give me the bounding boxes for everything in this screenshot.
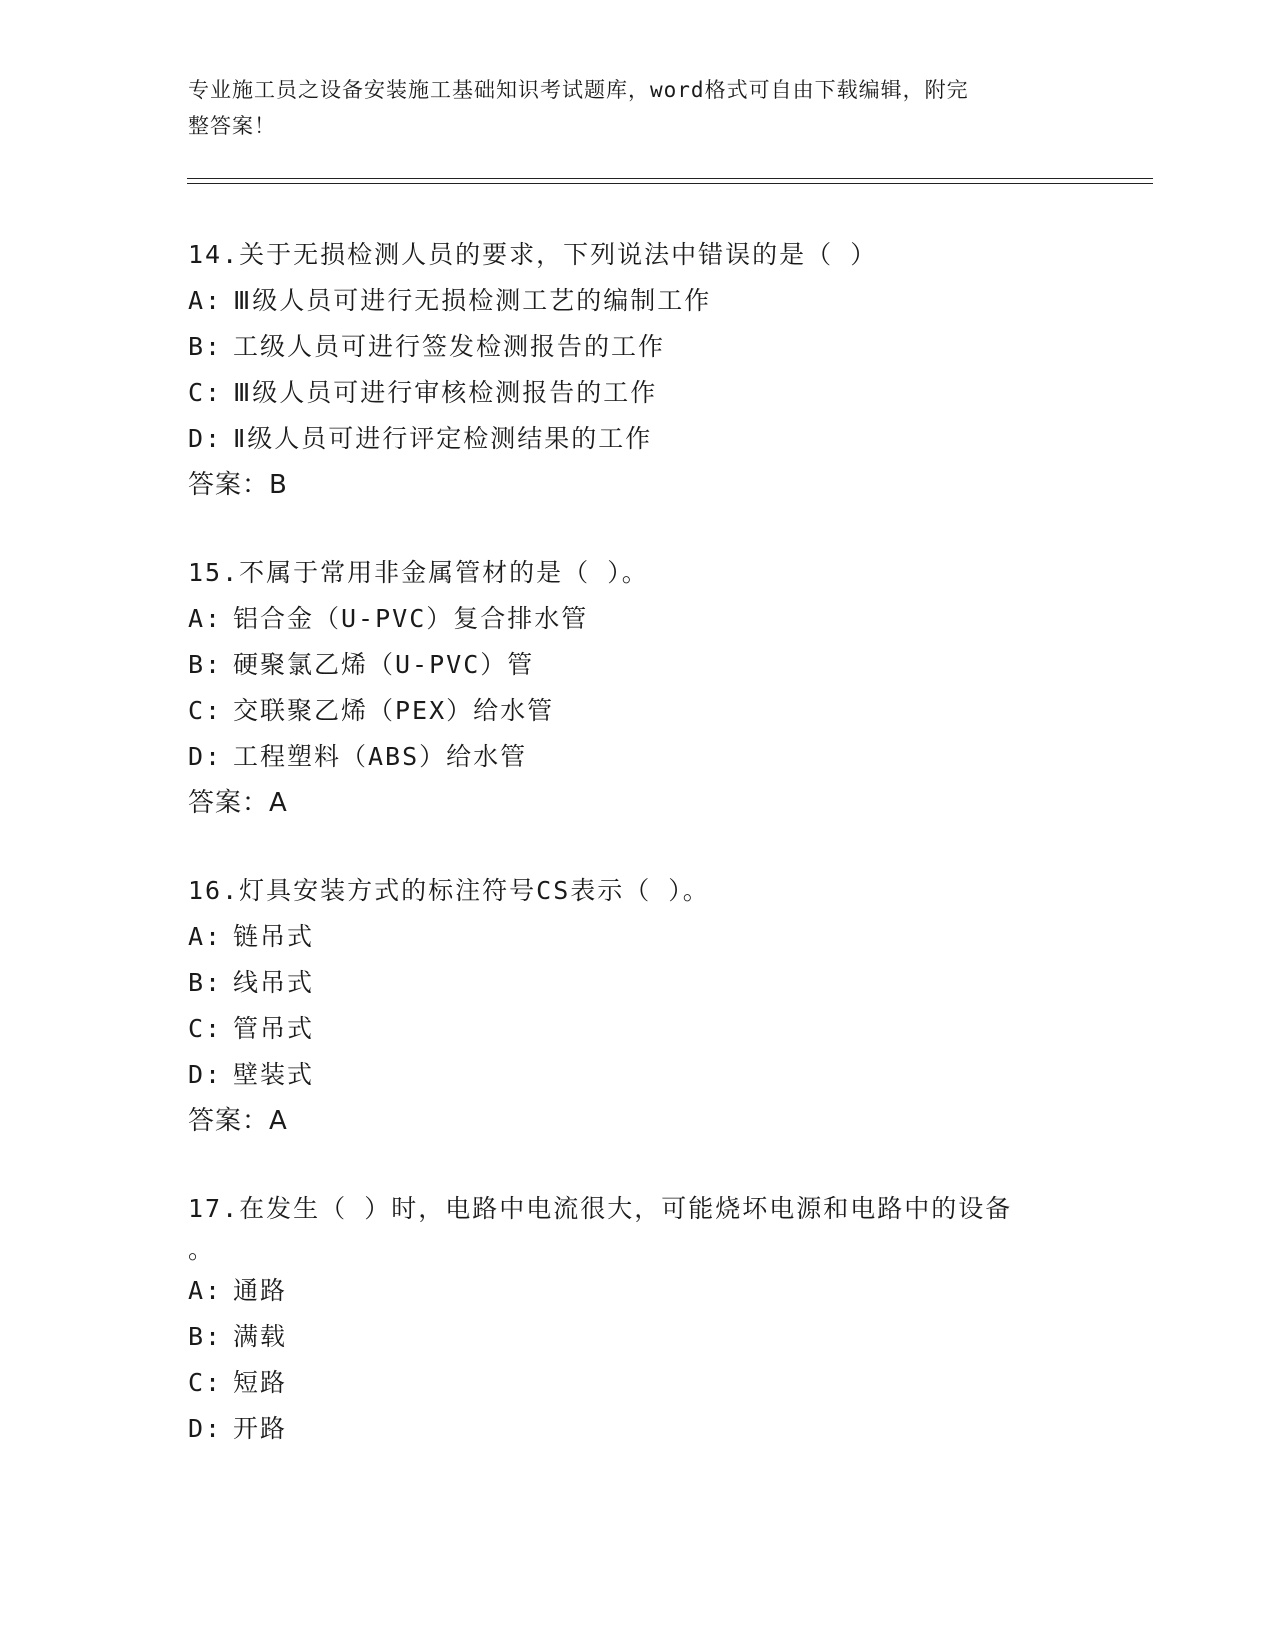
- question-15: [188, 550, 1088, 826]
- option-text: 交联聚乙烯（PEX）给水管: [233, 696, 555, 725]
- option-text: 开路: [233, 1414, 288, 1443]
- option-b: [188, 960, 1088, 1006]
- option-c: [188, 1360, 1088, 1406]
- option-c: [188, 370, 1088, 416]
- header-line-1: 专业施工员之设备安装施工基础知识考试题库，word格式可自由下载编辑，附完: [188, 78, 969, 102]
- option-label: D:: [188, 1414, 223, 1443]
- question-stem-line-1: 17.在发生（ ）时，电路中电流很大，可能烧坏电源和电路中的设备: [188, 1194, 1013, 1223]
- header-line-2: 整答案！: [188, 114, 276, 138]
- question-17: [188, 1186, 1088, 1452]
- option-text: Ⅲ级人员可进行审核检测报告的工作: [233, 378, 658, 407]
- option-a: [188, 1268, 1088, 1314]
- question-stem: 16.灯具安装方式的标注符号CS表示（ ）。: [188, 876, 710, 905]
- question-stem-line-2: 。: [188, 1235, 216, 1264]
- option-a: [188, 278, 1088, 324]
- option-label: D:: [188, 1060, 223, 1089]
- option-d: [188, 734, 1088, 780]
- option-label: A:: [188, 1276, 223, 1305]
- option-text: 铝合金（U-PVC）复合排水管: [233, 604, 589, 633]
- option-text: 壁装式: [233, 1060, 315, 1089]
- option-label: C:: [188, 1014, 223, 1043]
- option-label: A:: [188, 922, 223, 951]
- option-d: [188, 1052, 1088, 1098]
- document-header: [188, 72, 1068, 144]
- option-text: Ⅱ级人员可进行评定检测结果的工作: [233, 424, 653, 453]
- option-d: [188, 1406, 1088, 1452]
- option-b: [188, 642, 1088, 688]
- option-label: B:: [188, 1322, 223, 1351]
- option-text: 短路: [233, 1368, 288, 1397]
- option-text: 工级人员可进行签发检测报告的工作: [233, 332, 666, 361]
- option-label: C:: [188, 378, 223, 407]
- option-text: Ⅲ级人员可进行无损检测工艺的编制工作: [233, 286, 712, 315]
- option-b: [188, 1314, 1088, 1360]
- option-a: [188, 596, 1088, 642]
- option-label: D:: [188, 424, 223, 453]
- option-text: 管吊式: [233, 1014, 315, 1043]
- question-stem: 15.不属于常用非金属管材的是（ ）。: [188, 558, 649, 587]
- option-label: B:: [188, 968, 223, 997]
- option-text: 通路: [233, 1276, 288, 1305]
- option-a: [188, 914, 1088, 960]
- option-label: A:: [188, 604, 223, 633]
- option-label: B:: [188, 650, 223, 679]
- option-text: 链吊式: [233, 922, 315, 951]
- option-text: 硬聚氯乙烯（U-PVC）管: [233, 650, 535, 679]
- option-label: B:: [188, 332, 223, 361]
- question-16: [188, 868, 1088, 1144]
- option-b: [188, 324, 1088, 370]
- option-text: 满载: [233, 1322, 288, 1351]
- answer: 答案：A: [188, 1106, 288, 1136]
- header-divider-top: [187, 178, 1153, 179]
- option-c: [188, 1006, 1088, 1052]
- option-d: [188, 416, 1088, 462]
- option-label: A:: [188, 286, 223, 315]
- option-text: 线吊式: [233, 968, 315, 997]
- option-text: 工程塑料（ABS）给水管: [233, 742, 528, 771]
- question-stem: 14.关于无损检测人员的要求，下列说法中错误的是（ ）: [188, 240, 878, 269]
- answer: 答案：A: [188, 788, 288, 818]
- option-label: D:: [188, 742, 223, 771]
- option-label: C:: [188, 696, 223, 725]
- option-label: C:: [188, 1368, 223, 1397]
- answer: 答案：B: [188, 470, 288, 500]
- header-divider-bottom: [187, 183, 1153, 184]
- option-c: [188, 688, 1088, 734]
- question-14: [188, 232, 1088, 508]
